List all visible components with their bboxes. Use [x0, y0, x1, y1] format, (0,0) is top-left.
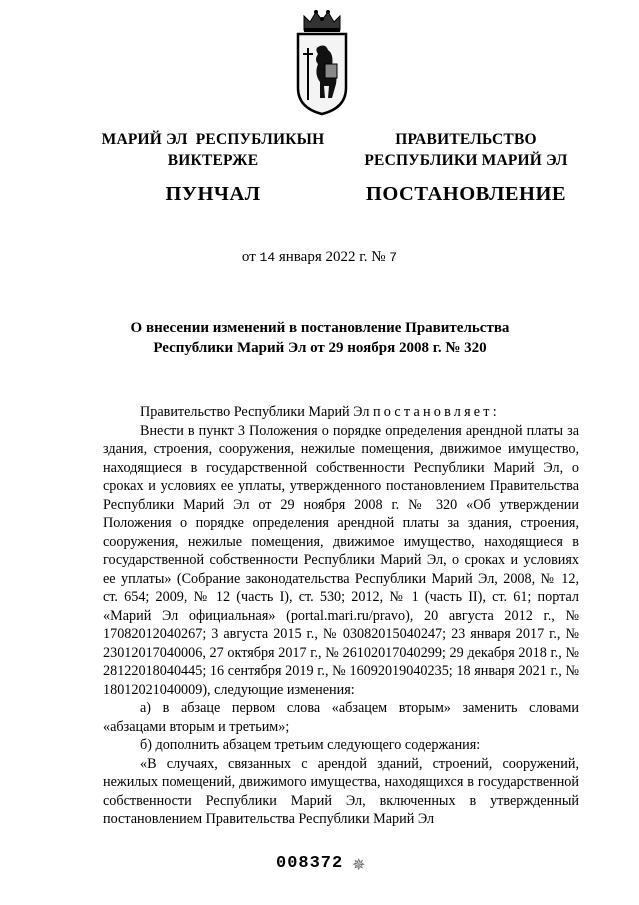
- paragraph-quote: «В случаях, связанных с арендой зданий, строений, сооружений, нежилых помещений, движимого имущества, находящихся в государственной собственности Республики Марий Эл, включенных в утвержденный постановлением Правительства Республики Марий Эл: [103, 755, 579, 827]
- intro-paragraph: [103, 403, 579, 422]
- date-month-year: января 2022 г. №: [278, 249, 386, 265]
- header-right-line2: РЕСПУБЛИКИ МАРИЙ ЭЛ: [364, 152, 568, 169]
- title-line1: О внесении изменений в постановление Правительства: [130, 320, 510, 336]
- header-left-doc-type: ПУНЧАЛ: [165, 183, 261, 205]
- serial-number: 008372: [276, 854, 344, 873]
- date-day: 14: [259, 250, 276, 265]
- document-title: [90, 318, 550, 358]
- document-number: 7: [389, 250, 398, 265]
- title-line2: Республики Марий Эл от 29 ноября 2008 г. № 320: [153, 340, 487, 356]
- document-date-line: [0, 248, 639, 267]
- intro-text: Правительство Республики Марий Эл: [140, 404, 370, 420]
- header-left-line1: МАРИЙ ЭЛ РЕСПУБЛИКЫН: [101, 131, 325, 148]
- header-right-doc-type: ПОСТАНОВЛЕНИЕ: [365, 183, 567, 205]
- document-body: [103, 403, 579, 829]
- paragraph-main: Внести в пункт 3 Положения о порядке определения арендной платы за здания, строения, сооружения, нежилые помещения, движимое имущество, находящиеся в государственной собственности Республики Марий Эл, о сроках и условиях ее уплаты, утвержденного постановлением Правительства Республики Марий Эл от 29 ноября 2008 г. № 320 «Об утверждении Положения о порядке определения арендной платы за здания, строения, сооружения, нежилые помещения, движимое имущество, находящиеся в государственной собственности Республики Марий Эл, о сроках и условиях ее уплаты» (Собрание законодательства Республики Марий Эл, 2008, № 12, ст. 654; 2009, № 12 (часть I), ст. 530; 2012, № 1 (часть II), ст. 61; портал «Марий Эл официальная» (portal.mari.ru/pravo), 20 августа 2012 г., № 17082012040267; 3 августа 2015 г., № 03082015040247; 23 января 2017 г., № 23012017040006, 27 октября 2017 г., № 26102017040299; 29 декабря 2018 г., № 28122018040445; 16 сентября 2019 г., № 16092019040235; 18 января 2021 г., № 18012021040009), следующие изменения:: [103, 422, 579, 698]
- header-right-line1: ПРАВИТЕЛЬСТВО: [395, 131, 537, 148]
- header-right-block: [348, 129, 584, 207]
- date-prefix: от: [241, 249, 256, 265]
- coat-of-arms-emblem: [292, 8, 352, 116]
- header-left-block: [82, 129, 344, 207]
- paragraph-a: а) в абзаце первом слова «абзацем вторым» заменить словами «абзацами вторым и третьим»;: [103, 700, 579, 735]
- intro-spaced-verb: постановляет:: [372, 404, 500, 420]
- asterisk-mark-icon: ✵: [352, 857, 366, 874]
- paragraph-b: б) дополнить абзацем третьим следующего содержания:: [140, 737, 481, 753]
- header-left-line2: ВИКТЕРЖЕ: [167, 152, 259, 169]
